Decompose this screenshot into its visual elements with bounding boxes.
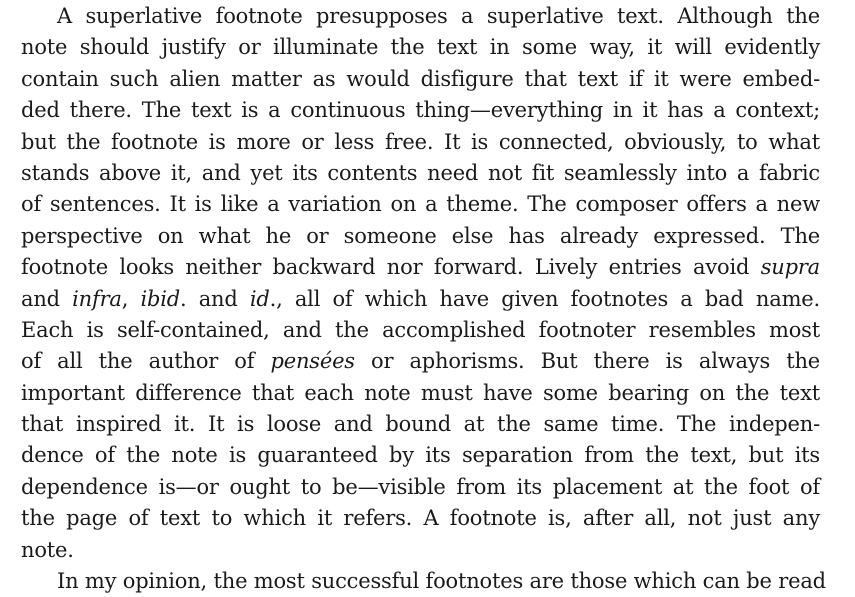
text-run: footnote looks neither backward nor forward. Lively entries avoid: [21, 255, 761, 280]
text-line: contain such alien matter as would disfigure that text if it were embed-: [21, 66, 820, 91]
text-line: [21, 346, 820, 377]
text-line: stands above it, and yet its contents need not fit seamlessly into a fabric: [21, 160, 820, 185]
text-run: . and: [180, 286, 250, 311]
text-line: dence of the note is guaranteed by its separation from the text, but its: [21, 443, 820, 468]
text-run: and: [21, 286, 73, 311]
text-run: ., all of which have given footnotes a bad name.: [269, 286, 820, 311]
text-line: dependence is—or ought to be—visible from its placement at the foot of: [21, 474, 820, 499]
text-run: or aphorisms. But there is always the: [354, 349, 820, 374]
text-line: note.: [21, 537, 74, 562]
text-line: of sentences. It is like a variation on a theme. The composer offers a new: [21, 192, 820, 217]
text-line: ded there. The text is a continuous thing—everything in it has a context;: [21, 98, 820, 123]
text-line: note should justify or illuminate the text in some way, it will evidently: [21, 35, 820, 60]
text-line: that inspired it. It is loose and bound at the same time. The indepen-: [21, 412, 820, 437]
text-line: A superlative footnote presupposes a superlative text. Although the: [57, 4, 820, 28]
next-paragraph-partial-line: In my opinion, the most successful footnotes are those which can be read: [57, 569, 826, 594]
text-line: the page of text to which it refers. A footnote is, after all, not just any: [21, 506, 820, 531]
text-line: [21, 284, 820, 315]
body-paragraph: [21, 1, 820, 566]
text-line: perspective on what he or someone else has already expressed. The: [21, 223, 820, 248]
text-line: Each is self-contained, and the accomplished footnoter resembles most: [21, 317, 820, 342]
italic-term-infra: infra: [72, 286, 122, 311]
italic-term-id: id: [249, 286, 270, 311]
document-page: [21, 0, 826, 594]
text-line: important difference that each note must have some bearing on the text: [21, 380, 820, 405]
italic-term-pensees: pensées: [270, 349, 355, 374]
text-line: [21, 252, 820, 283]
italic-term-ibid: ibid: [140, 286, 180, 311]
text-line: but the footnote is more or less free. It is connected, obviously, to what: [21, 129, 820, 154]
text-run: of all the author of: [21, 349, 271, 374]
italic-term-supra: supra: [760, 255, 820, 280]
text-run: ,: [121, 286, 141, 311]
